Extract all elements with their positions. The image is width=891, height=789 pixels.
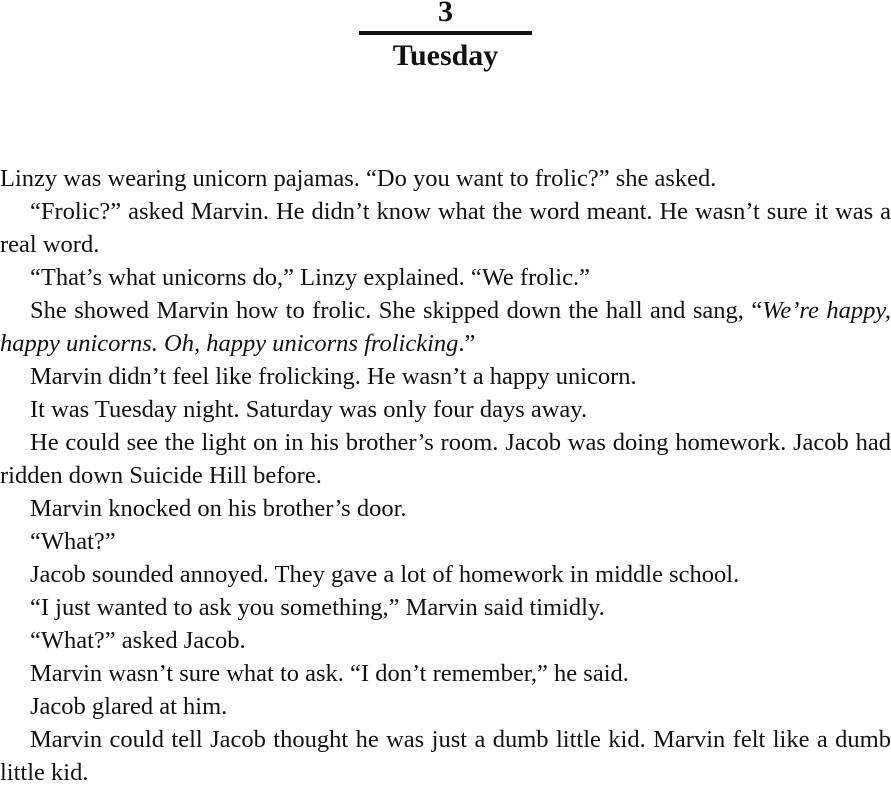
chapter-title: Tuesday bbox=[392, 39, 499, 72]
paragraph: Marvin didn’t feel like frolicking. He wasn’t a happy unicorn. bbox=[30, 363, 637, 390]
paragraph bbox=[0, 294, 891, 360]
paragraph: “Frolic?” asked Marvin. He didn’t know what the word meant. He wasn’t sure it was a real word. bbox=[0, 198, 891, 258]
paragraph: He could see the light on in his brother’s room. Jacob was doing homework. Jacob had ridden down Suicide Hill before. bbox=[0, 429, 891, 489]
paragraph: Marvin could tell Jacob thought he was just a dumb little kid. Marvin felt like a dumb little kid. bbox=[0, 726, 891, 786]
paragraph-text: She showed Marvin how to frolic. She skipped down the hall and sang, “ bbox=[30, 297, 763, 324]
paragraph: Jacob sounded annoyed. They gave a lot of homework in middle school. bbox=[30, 561, 740, 588]
paragraph: “That’s what unicorns do,” Linzy explained. “We frolic.” bbox=[30, 264, 590, 291]
paragraph: Linzy was wearing unicorn pajamas. “Do you want to frolic?” she asked. bbox=[0, 165, 717, 192]
song-lyrics: We’re happy, happy unicorns. Oh, happy unicorns frolicking bbox=[0, 297, 891, 357]
paragraph: Marvin wasn’t sure what to ask. “I don’t remember,” he said. bbox=[30, 660, 629, 687]
paragraph-text: .” bbox=[458, 330, 476, 357]
paragraph: “What?” asked Jacob. bbox=[30, 627, 246, 654]
paragraph: It was Tuesday night. Saturday was only four days away. bbox=[30, 396, 588, 423]
paragraph: Jacob glared at him. bbox=[30, 693, 228, 720]
chapter-rule bbox=[359, 31, 532, 35]
chapter-number: 3 bbox=[438, 0, 453, 28]
paragraph: “What?” bbox=[30, 528, 116, 555]
body-text bbox=[0, 162, 891, 789]
paragraph: “I just wanted to ask you something,” Marvin said timidly. bbox=[30, 594, 605, 621]
paragraph: Marvin knocked on his brother’s door. bbox=[30, 495, 407, 522]
